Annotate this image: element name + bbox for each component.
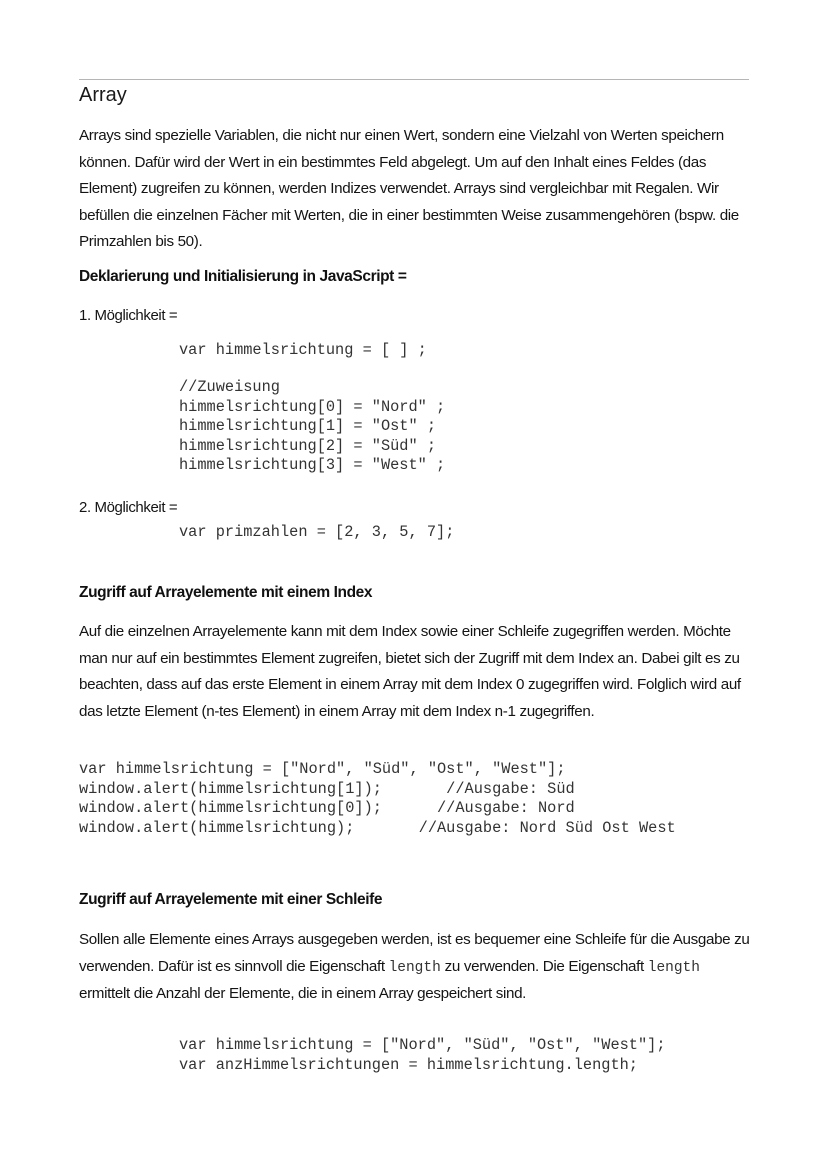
loop-access-heading: Zugriff auf Arrayelemente mit einer Schleife xyxy=(79,891,383,908)
option2-label: 2. Möglichkeit = xyxy=(79,499,178,516)
loop-access-paragraph xyxy=(79,927,751,1008)
index-access-paragraph: Auf die einzelnen Arrayelemente kann mit dem Index sowie einer Schleife zugegriffen werden. Möchte man nur auf ein bestimmtes Element zugreifen, bietet sich der Zugriff mit dem Index an. Dabei gilt es zu beachten, dass auf das erste Element in einem Array mit dem Index 0 zugegriffen wird. Folglich wird auf das letzte Element (n-tes Element) in einem Array mit dem Index n-1 zugegriffen. xyxy=(79,623,741,720)
loop-text-part1: Sollen alle Elemente eines Arrays ausgegeben werden, ist es bequemer eine Schleife für die Ausgabe zu verwenden. Dafür ist es sinnvoll die Eigenschaft xyxy=(79,931,750,975)
option1-declare-code: var himmelsrichtung = [ ] ; xyxy=(179,341,427,359)
declaration-heading: Deklarierung und Initialisierung in JavaScript = xyxy=(79,268,407,285)
loop-access-code: var himmelsrichtung = ["Nord", "Süd", "Ost", "West"]; var anzHimmelsrichtungen = himmelsrichtung.length; xyxy=(179,1036,666,1074)
intro-paragraph: Arrays sind spezielle Variablen, die nicht nur einen Wert, sondern eine Vielzahl von Werten speichern können. Dafür wird der Wert in ein bestimmtes Feld abgelegt. Um auf den Inhalt eines Feldes (das Element) zugreifen zu können, werden Indizes verwendet. Arrays sind vergleichbar mit Regalen. Wir befüllen die einzelnen Fächer mit Werten, die in einer bestimmten Weise zusammengehören (bspw. die Primzahlen bis 50). xyxy=(79,127,739,250)
top-divider xyxy=(79,79,749,80)
length-code-term-1: length xyxy=(388,959,441,976)
option1-label: 1. Möglichkeit = xyxy=(79,307,178,324)
index-access-code: var himmelsrichtung = ["Nord", "Süd", "Ost", "West"]; window.alert(himmelsrichtung[1]); //Ausgabe: Süd window.alert(himmelsrichtung[0]); //Ausgabe: Nord window.alert(himmelsrichtung); //Ausgabe: Nord Süd Ost West xyxy=(79,760,676,837)
index-access-heading: Zugriff auf Arrayelemente mit einem Index xyxy=(79,584,373,601)
length-code-term-2: length xyxy=(647,959,700,976)
option2-code: var primzahlen = [2, 3, 5, 7]; xyxy=(179,523,455,541)
loop-text-part3: ermittelt die Anzahl der Elemente, die in einem Array gespeichert sind. xyxy=(79,985,527,1002)
loop-text-part2: zu verwenden. Die Eigenschaft xyxy=(440,957,648,975)
page-title: Array xyxy=(79,84,127,106)
option1-assign-code: //Zuweisung himmelsrichtung[0] = "Nord" ; himmelsrichtung[1] = "Ost" ; himmelsrichtung[2] = "Süd" ; himmelsrichtung[3] = "West" ; xyxy=(179,378,446,474)
